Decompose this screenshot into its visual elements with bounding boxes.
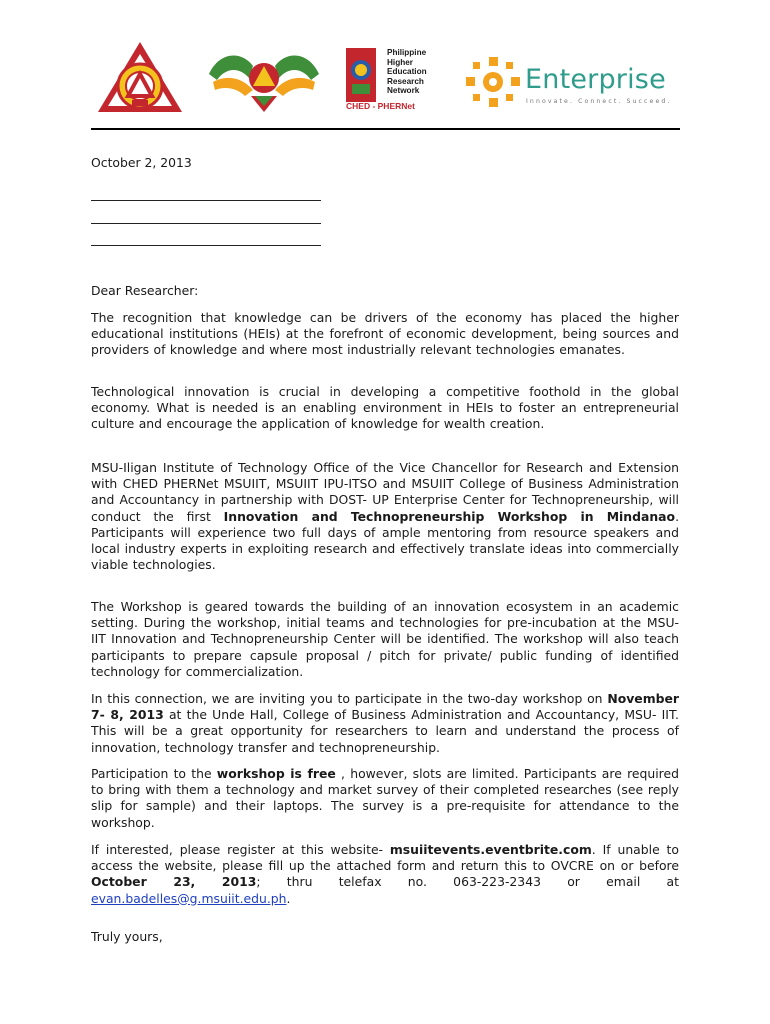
registration-deadline: October 23, 2013 bbox=[91, 874, 257, 890]
recipient-address-blank bbox=[91, 244, 321, 246]
paragraph-technological-innovation: Technological innovation is crucial in developing a competitive foothold in the global economy. What is needed is an enabling environment in HEIs to foster an entrepreneurial culture and encourage the application of knowledge for wealth creation. bbox=[91, 384, 679, 432]
paragraph-participation bbox=[91, 766, 679, 831]
enterprise-tagline: Innovate. Connect. Succeed. bbox=[526, 98, 672, 105]
phernet-line: Philippine bbox=[387, 48, 427, 57]
header-divider bbox=[91, 128, 680, 130]
phernet-line: Research bbox=[387, 76, 424, 86]
ched-phernet-logo bbox=[346, 48, 466, 110]
paragraph-invitation bbox=[91, 691, 679, 756]
p5-text-a: In this connection, we are inviting you to participate in the two-day workshop on bbox=[91, 691, 608, 706]
phernet-footer: CHED - PHERNet bbox=[346, 101, 415, 111]
workshop-dates: November 7- 8, 2013 bbox=[91, 691, 679, 723]
workshop-title: Innovation and Technopreneurship Workshop in Mindanao bbox=[223, 508, 676, 524]
letter-date: October 2, 2013 bbox=[91, 155, 192, 170]
phernet-line: Higher bbox=[387, 57, 413, 67]
enterprise-wordmark: Enterprise bbox=[525, 64, 666, 95]
free-workshop-note: workshop is free bbox=[216, 766, 336, 781]
phernet-line: Network bbox=[387, 86, 420, 96]
paragraph-registration bbox=[91, 842, 679, 907]
p6-text-a: Participation to the bbox=[91, 766, 217, 781]
phernet-emblem-icon bbox=[346, 48, 376, 102]
contact-email-link[interactable]: evan.badelles@g.msuiit.edu.ph bbox=[91, 890, 287, 906]
p7-text-a: If interested, please register at this website- bbox=[91, 842, 390, 857]
registration-website[interactable]: msuiitevents.eventbrite.com bbox=[389, 842, 592, 857]
recipient-position-blank bbox=[91, 222, 321, 224]
paragraph-knowledge-economy: The recognition that knowledge can be drivers of the economy has placed the higher educational institutions (HEIs) at the forefront of economic development, being sources and providers of knowledge and where most industrially relevant technologies emanates. bbox=[91, 310, 679, 358]
msu-iit-seal-logo bbox=[96, 40, 184, 116]
salutation: Dear Researcher: bbox=[91, 283, 199, 298]
recipient-name-blank bbox=[91, 199, 321, 201]
closing: Truly yours, bbox=[91, 929, 163, 944]
p3-text-a: MSU-Iligan Institute of Technology Office of the Vice Chancellor for Research and Extension with CHED PHERNet MSUIIT, MSUIIT IPU-ITSO and MSUIIT College of Business Administration and Accountancy in partnership with DOST- UP Enterprise Center for Technopreneurship, will conduct the first bbox=[91, 460, 679, 524]
p7-text-c: ; thru telefax no. 063-223-2343 or email at bbox=[256, 874, 679, 890]
enterprise-sun-icon bbox=[463, 56, 523, 108]
enterprise-logo bbox=[463, 56, 673, 112]
paragraph-workshop-goals: The Workshop is geared towards the building of an innovation ecosystem in an academic setting. During the workshop, initial teams and technologies for pre-incubation at the MSU- IIT Innovation and Technopreneurship Center will be identified. The workshop will also teach participants to prepare capsule proposal / pitch for private/ public funding of identified technology for commercialization. bbox=[91, 599, 679, 679]
p5-text-b: at the Unde Hall, College of Business Administration and Accountancy, MSU- IIT. This will be a great opportunity for researchers to learn and understand the process of innovation, technology transfer and technopreneurship. bbox=[91, 707, 679, 755]
p7-text-b: . If unable to access the website, please fill up the attached form and return this to OVCRE on or before bbox=[91, 842, 679, 874]
p6-text-b: , however, slots are limited. Participants are required to bring with them a technology and market survey of their completed researches (see reply slip for sample) and their laptops. The survey is a pre-requisite for attendance to the workshop. bbox=[91, 766, 679, 830]
paragraph-workshop-announcement bbox=[91, 460, 679, 573]
phernet-line: Education bbox=[387, 67, 427, 77]
p3-text-b: . Participants will experience two full days of ample mentoring from resource speakers and local industry experts in exploiting research and effectively translate ideas into commercially viable technologies. bbox=[91, 508, 680, 573]
okir-dragon-emblem-logo bbox=[205, 44, 323, 114]
p7-text-d: . bbox=[286, 890, 291, 906]
